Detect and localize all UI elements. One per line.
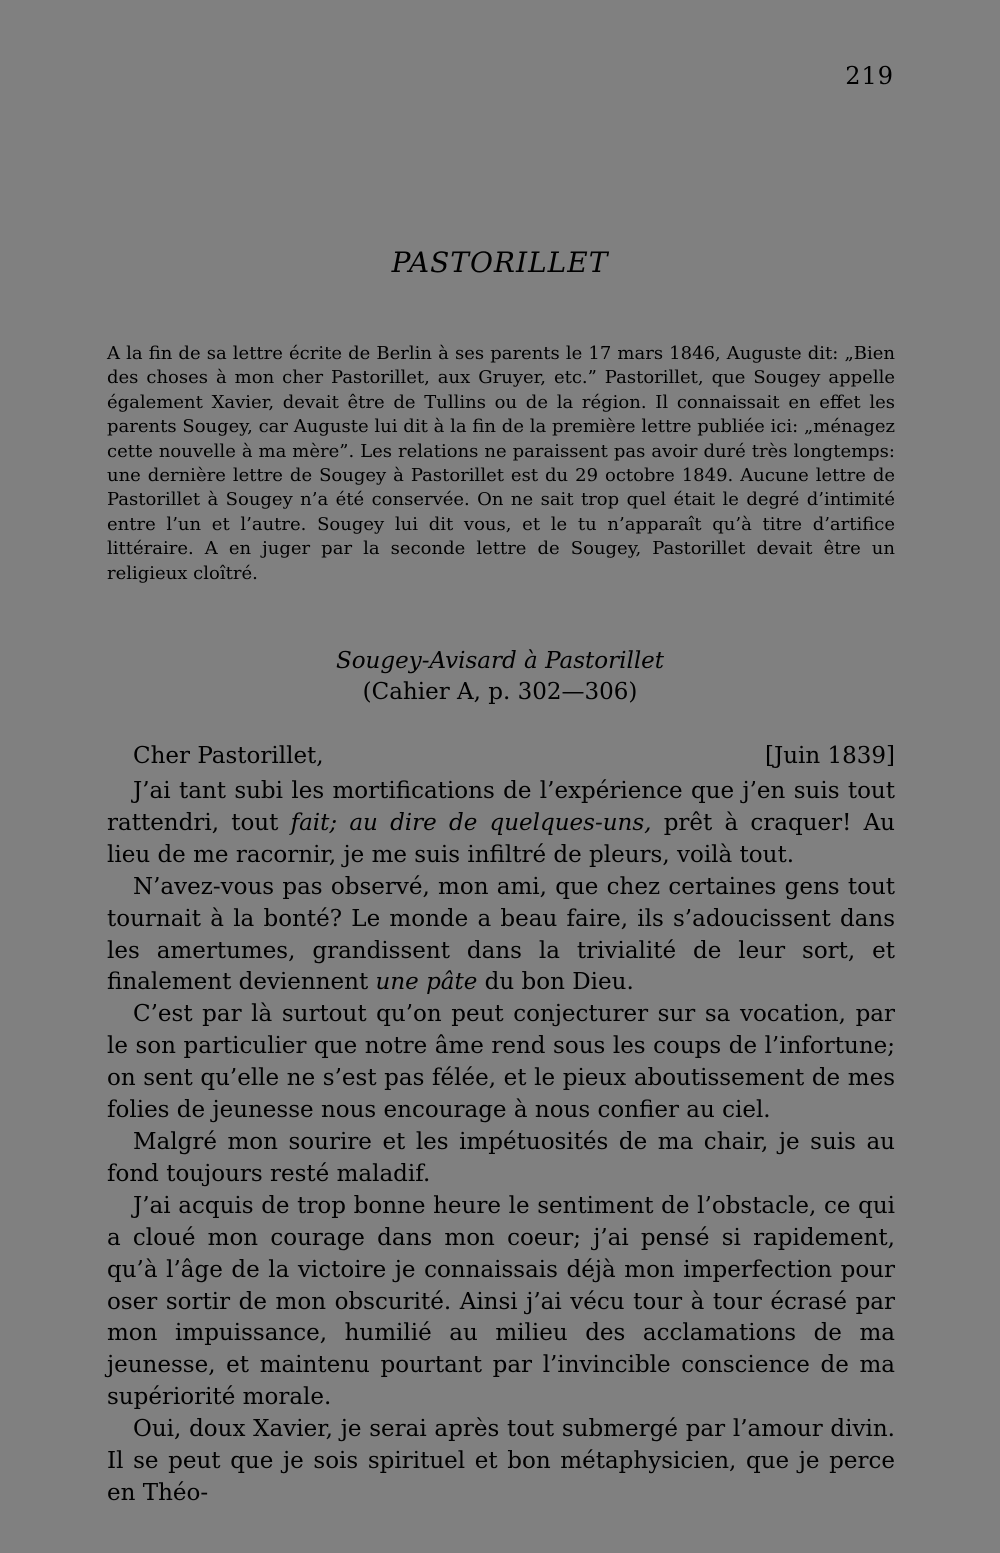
letter-body (107, 776, 895, 1510)
paragraph-2-emphasis: une pâte (375, 969, 478, 996)
page-number: 219 (845, 62, 894, 90)
paragraph-6: Oui, doux Xavier, je serai après tout submergé par l’amour divin. Il se peut que je sois spirituel et bon métaphysicien, que je perce en Théo- (107, 1416, 895, 1506)
letter-header (133, 743, 895, 769)
letter-source: (Cahier A, p. 302—306) (362, 679, 638, 705)
intro-note (107, 342, 895, 586)
salutation: Cher Pastorillet, (133, 743, 324, 769)
page-title: PASTORILLET (391, 246, 609, 279)
paragraph-1-text-a: J’ai tant subi les mortifications de l’expérience que j’en suis tout rattendri, tout (107, 778, 895, 836)
paragraph-4: Malgré mon sourire et les impétuosités de ma chair, je suis au fond toujours resté maladif. (107, 1128, 895, 1187)
paragraph-3: C’est par là surtout qu’on peut conjecturer sur sa vocation, par le son particulier que notre âme rend sous les coups de l’infortune; on sent qu’elle ne s’est pas félée, et le pieux aboutissement de mes folies de jeunesse nous encourage à nous confier au ciel. (107, 1001, 895, 1124)
paragraph-2-text-a: N’avez-vous pas observé, mon ami, que chez certaines gens tout tournait à la bonté? Le monde a beau faire, ils s’adoucissent dans les amertumes, grandissent dans la trivialité de leur sort, et finalement deviennent (107, 873, 895, 996)
paragraph-1 (107, 776, 895, 872)
paragraph-2 (107, 872, 895, 1000)
letter-date: [Juin 1839] (765, 743, 895, 769)
letter-title: Sougey-Avisard à Pastorillet (335, 648, 665, 674)
paragraph-2-text-b: du bon Dieu. (477, 969, 634, 996)
paragraph-1-emphasis: fait; au dire de quelques-uns, (290, 809, 652, 836)
intro-paragraph: A la fin de sa lettre écrite de Berlin à ses parents le 17 mars 1846, Auguste dit: „Bien des choses à mon cher Pastorillet, aux Gruyer, etc.” Pastorillet, que Sougey appelle également Xavier, devait être de Tullins ou de la région. Il connaissait en effet les parents Sougey, car Auguste lui dit à la fin de la première lettre publiée ici: „ménagez cette nouvelle à ma mère”. Les relations ne paraissent pas avoir duré très longtemps: une dernière lettre de Sougey à Pastorillet est du 29 octobre 1849. Aucune lettre de Pastorillet à Sougey n’a été conservée. On ne sait trop quel était le degré d’intimité entre l’un et l’autre. Sougey lui dit vous, et le tu n’apparaît qu’à titre d’artifice littéraire. A en juger par la seconde lettre de Sougey, Pastorillet devait être un religieux cloîtré. (107, 343, 895, 584)
paragraph-1-text-b: prêt à craquer! Au lieu de me racornir, je me suis infiltré de pleurs, voilà tout. (107, 809, 895, 868)
paragraph-5: J’ai acquis de trop bonne heure le sentiment de l’obstacle, ce qui a cloué mon courage dans mon coeur; j’ai pensé si rapidement, qu’à l’âge de la victoire je connaissais déjà mon imperfection pour oser sortir de mon obscurité. Ainsi j’ai vécu tour à tour écrasé par mon impuissance, humilié au milieu des acclamations de ma jeunesse, et maintenu pourtant par l’invincible conscience de ma supériorité morale. (107, 1192, 895, 1411)
